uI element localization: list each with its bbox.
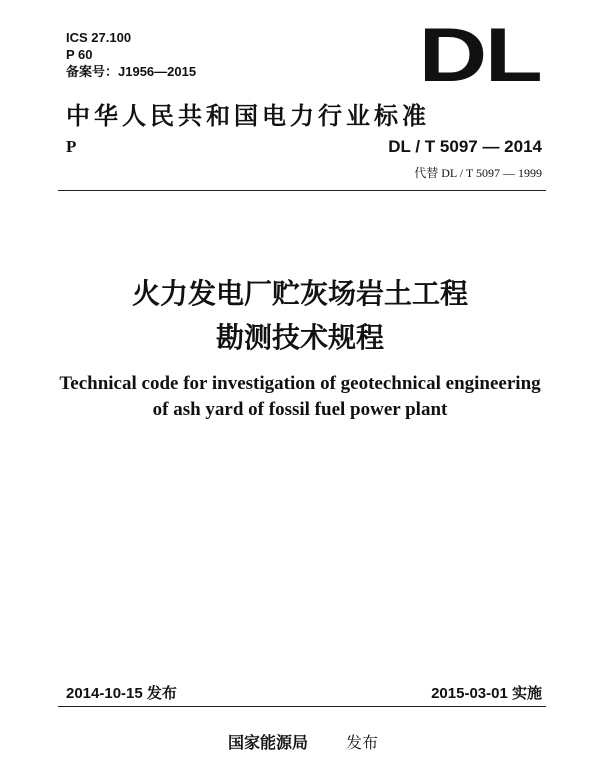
publisher-action: 发布 [346, 733, 379, 752]
chinese-title-line1: 火力发电厂贮灰场岩土工程 [131, 277, 468, 310]
effective-date: 2015-03-01 实施 [431, 685, 542, 702]
dl-logo: DL [418, 13, 540, 98]
english-title-line2: of ash yard of fossil fuel power plant [152, 399, 448, 420]
publisher-name: 国家能源局 [228, 733, 309, 752]
standard-code: DL / T 5097 — 2014 [388, 137, 542, 156]
chinese-title-line2: 勘测技术规程 [215, 321, 384, 354]
replaces-standard: 代替 DL / T 5097 — 1999 [414, 166, 542, 180]
ics-code: ICS 27.100 [66, 30, 132, 45]
category-letter: P [66, 137, 77, 156]
footer-divider [58, 706, 546, 707]
issue-date: 2014-10-15 发布 [66, 685, 177, 702]
classification-code: P 60 [66, 47, 93, 62]
header-divider [58, 190, 546, 191]
english-title-line1: Technical code for investigation of geotechnical engineering [59, 373, 541, 394]
standard-body-title: 中华人民共和国电力行业标准 [66, 102, 430, 130]
record-number: 备案号：J1956—2015 [66, 64, 197, 79]
